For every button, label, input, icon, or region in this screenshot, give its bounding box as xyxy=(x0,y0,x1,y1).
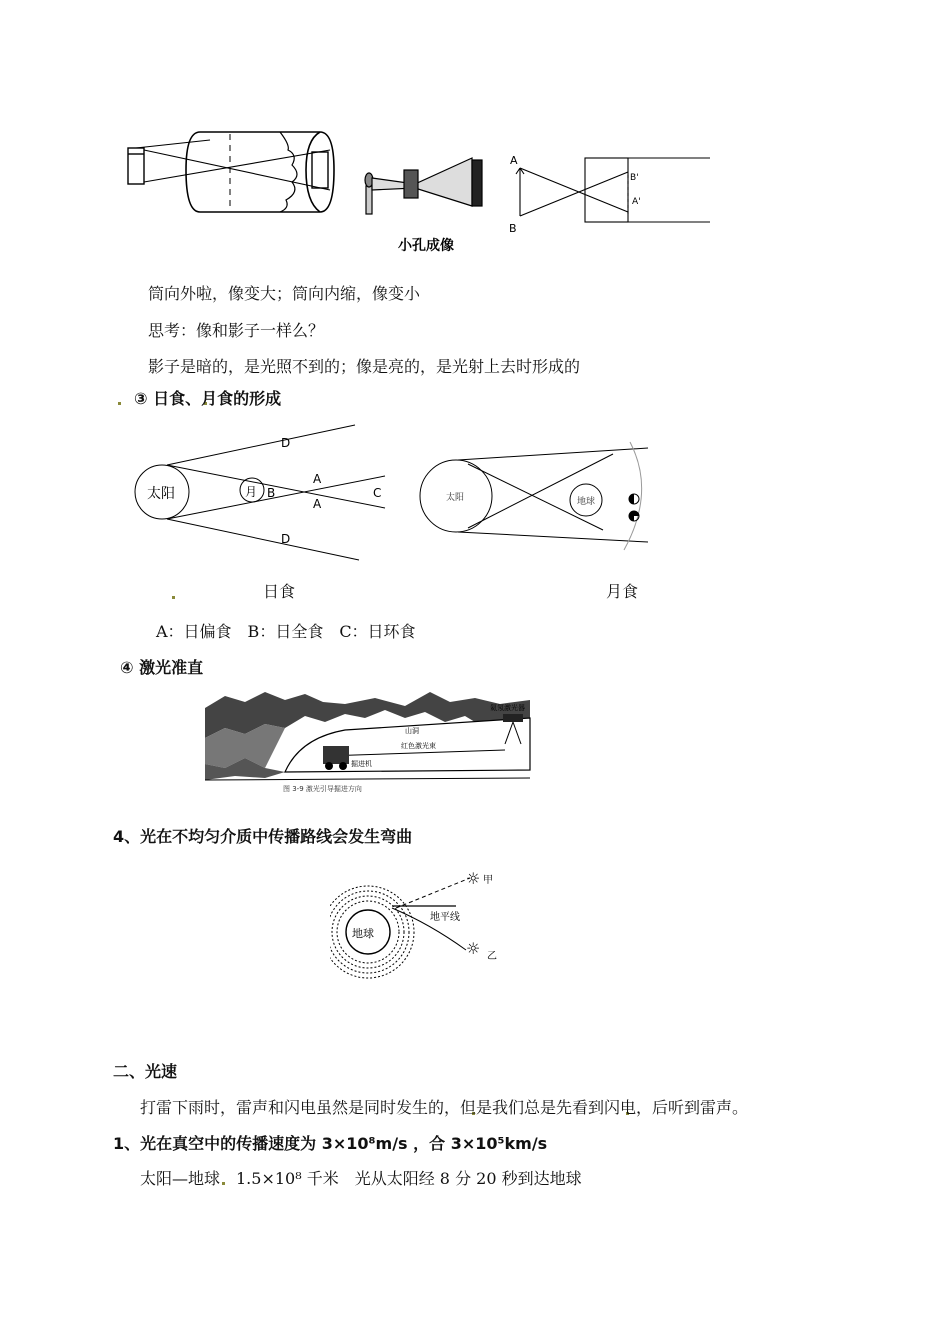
cylinder-camera xyxy=(186,132,334,212)
laser-tunnel-label: 山洞 xyxy=(405,727,419,735)
pinhole-label-a: A xyxy=(510,154,518,167)
laser-machine-label: 掘进机 xyxy=(351,760,372,768)
marker-dot xyxy=(118,402,121,405)
pinhole-photo xyxy=(365,158,482,214)
heading-speed-value: 1、光在真空中的传播速度为 3×10⁸m/s ，合 3×10⁵km/s xyxy=(113,1134,548,1153)
laser-tunnel-figure xyxy=(205,688,535,796)
solar-label-a-top: A xyxy=(313,472,322,486)
solar-eclipse-diagram xyxy=(125,420,400,565)
label-lunar-eclipse: 月食 xyxy=(606,582,639,601)
solar-label-b: B xyxy=(267,486,276,500)
refraction-horizon-label: 地平线 xyxy=(430,912,460,923)
heading-refraction: 4、光在不均匀介质中传播路线会发生弯曲 xyxy=(113,827,413,846)
label-solar-eclipse: 日食 xyxy=(263,582,296,601)
solar-label-d-bottom: D xyxy=(281,532,291,546)
pinhole-caption: 小孔成像 xyxy=(398,238,454,254)
refraction-star-jia: 甲 xyxy=(483,875,493,886)
text-tube: 筒向外啦，像变大；筒向内缩，像变小 xyxy=(148,284,421,303)
lunar-sun-label: 太阳 xyxy=(446,493,465,503)
heading-laser: ④ 激光准直 xyxy=(120,658,204,677)
text-thunder: 打雷下雨时，雷声和闪电虽然是同时发生的，但是我们总是先看到闪电，后听到雷声。 xyxy=(140,1098,749,1117)
text-shadow: 影子是暗的，是光照不到的；像是亮的，是光射上去时形成的 xyxy=(148,357,581,376)
refraction-sun-icon-jia: ☼ xyxy=(466,869,481,888)
heading-speed: 二、光速 xyxy=(113,1062,178,1081)
solar-label-c: C xyxy=(373,486,382,500)
lunar-earth-label: 地球 xyxy=(577,497,596,507)
refraction-sun-icon-yi: ☼ xyxy=(466,939,481,958)
solar-label-a-bottom: A xyxy=(313,497,322,511)
candle-left xyxy=(128,148,144,184)
pinhole-ab-diagram xyxy=(516,158,710,222)
laser-device-label: 氦氖激光器 xyxy=(490,704,525,712)
solar-moon-label: 月 xyxy=(245,485,258,499)
laser-caption: 图 3-9 激光引导掘进方向 xyxy=(283,785,362,793)
refraction-earth-label: 地球 xyxy=(352,927,374,940)
refraction-figure xyxy=(330,862,505,980)
refraction-star-yi: 乙 xyxy=(487,951,497,962)
pinhole-rays-cylinder xyxy=(136,140,330,190)
solar-sun-label: 太阳 xyxy=(147,486,175,502)
laser-beam-label: 红色激光束 xyxy=(401,742,436,750)
pinhole-label-b: B xyxy=(509,222,517,235)
pinhole-camera-figure xyxy=(120,120,720,260)
solar-label-d-top: D xyxy=(281,436,291,450)
text-eclipse-types: A：日偏食 B：日全食 C：日环食 xyxy=(156,622,416,641)
marker-dot xyxy=(172,596,175,599)
text-think: 思考：像和影子一样么？ xyxy=(148,321,325,340)
heading-eclipse: ③ 日食、月食的形成 xyxy=(134,389,282,408)
text-distance: 太阳—地球 1.5×10⁸ 千米 光从太阳经 8 分 20 秒到达地球 xyxy=(140,1169,582,1188)
pinhole-label-a-prime: A' xyxy=(632,197,641,207)
lunar-eclipse-diagram xyxy=(418,432,663,560)
pinhole-label-b-prime: B' xyxy=(630,173,639,183)
